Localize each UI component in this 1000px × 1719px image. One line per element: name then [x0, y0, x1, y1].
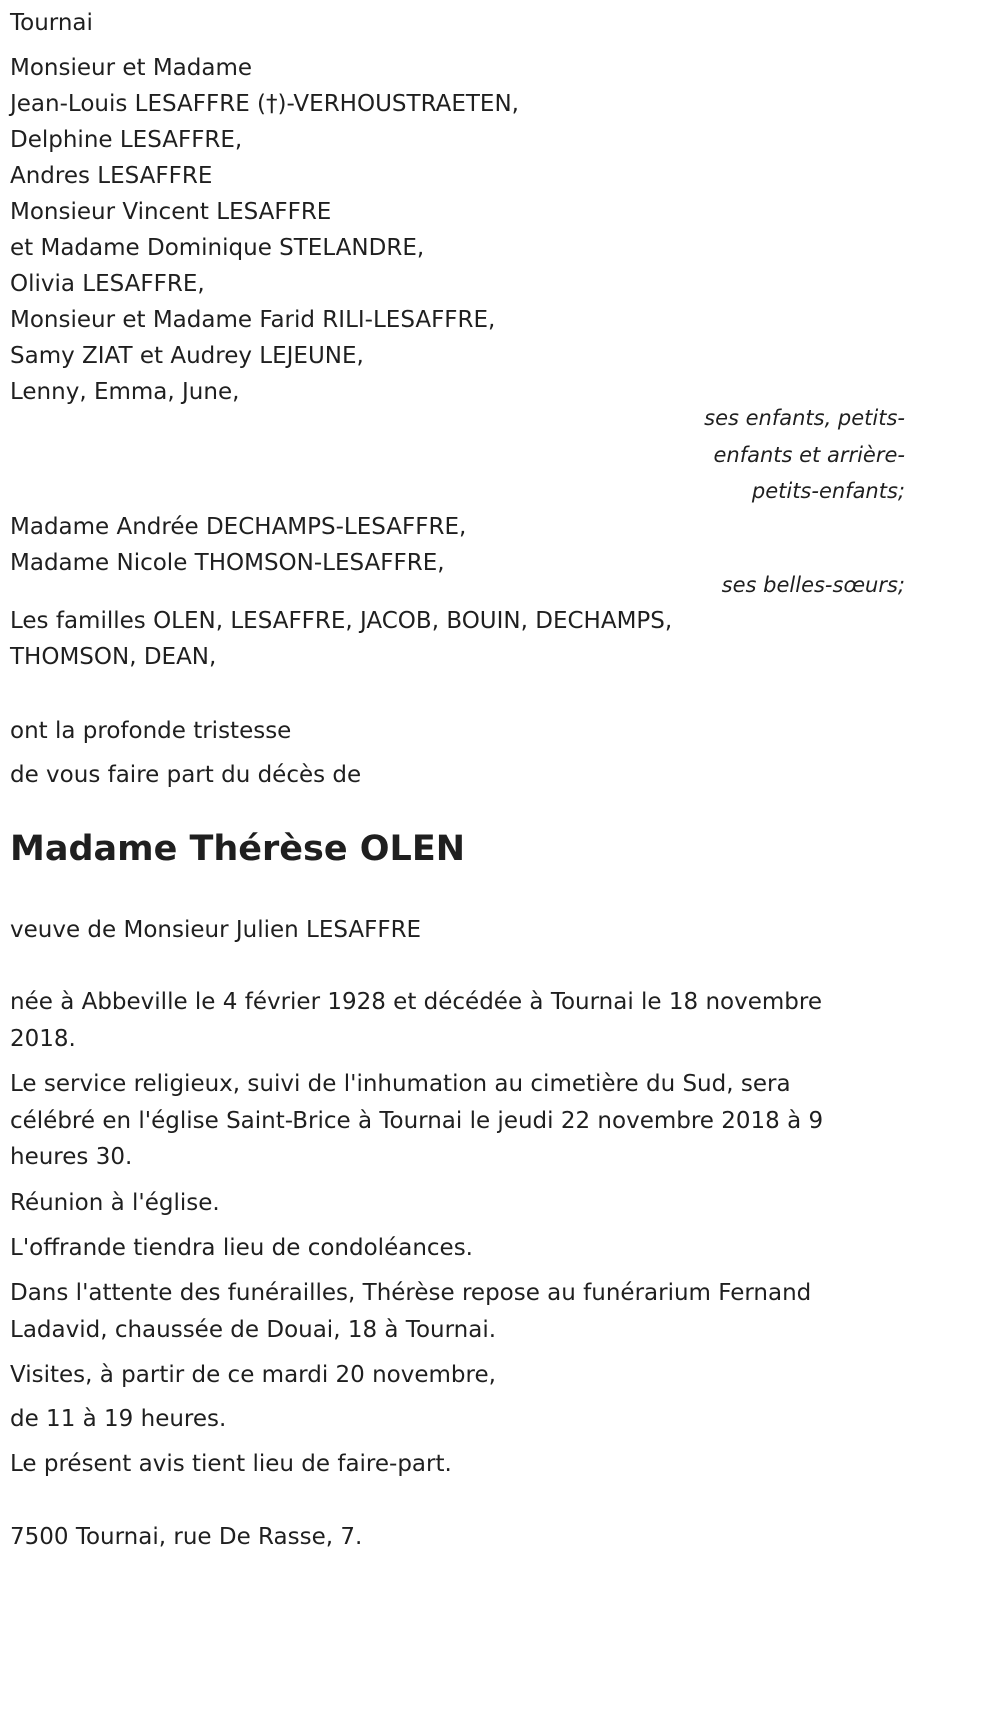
meeting-paragraph: Réunion à l'église.: [10, 1190, 220, 1216]
deceased-name: Madame Thérèse OLEN: [10, 829, 466, 869]
visit-hours-paragraph: de 11 à 19 heures.: [10, 1406, 227, 1432]
visits-paragraph: Visites, à partir de ce mardi 20 novembre,: [10, 1362, 496, 1388]
family-line: Jean-Louis LESAFFRE (†)-VERHOUSTRAETEN,: [10, 91, 519, 117]
location: Tournai: [10, 10, 93, 36]
relation-line: ses enfants, petits-: [704, 406, 905, 430]
family-group-1: [10, 50, 519, 410]
funerarium-paragraph: Dans l'attente des funérailles, Thérèse repose au funérarium Fernand Ladavid, chaussée de Douai, 18 à Tournai.: [10, 1280, 812, 1343]
family-line: Monsieur Vincent LESAFFRE: [10, 199, 332, 225]
family-line: Madame Nicole THOMSON-LESAFFRE,: [10, 550, 445, 576]
families: [10, 603, 672, 675]
relation-sisters-in-law: ses belles-sœurs;: [721, 573, 905, 597]
relation-line: petits-enfants;: [751, 479, 905, 503]
family-line: Andres LESAFFRE: [10, 163, 213, 189]
service-paragraph: Le service religieux, suivi de l'inhumation au cimetière du Sud, sera célébré en l'église Saint-Brice à Tournai le jeudi 22 novembre 2018 à 9 heures 30.: [10, 1071, 824, 1170]
family-line: et Madame Dominique STELANDRE,: [10, 235, 425, 261]
offering-paragraph: L'offrande tiendra lieu de condoléances.: [10, 1235, 473, 1261]
family-line: Madame Andrée DECHAMPS-LESAFFRE,: [10, 514, 467, 540]
birth-death-paragraph: née à Abbeville le 4 février 1928 et décédée à Tournai le 18 novembre 2018.: [10, 989, 822, 1052]
family-line: Delphine LESAFFRE,: [10, 127, 243, 153]
family-line: Lenny, Emma, June,: [10, 379, 240, 405]
family-line: Samy ZIAT et Audrey LEJEUNE,: [10, 343, 364, 369]
families-line: Les familles OLEN, LESAFFRE, JACOB, BOUIN, DECHAMPS,: [10, 608, 673, 634]
family-line: Monsieur et Madame Farid RILI-LESAFFRE,: [10, 307, 496, 333]
notice-paragraph: Le présent avis tient lieu de faire-part.: [10, 1451, 452, 1477]
announcement-line: de vous faire part du décès de: [10, 762, 362, 788]
family-line: Monsieur et Madame: [10, 55, 253, 81]
announcement-line: ont la profonde tristesse: [10, 718, 292, 744]
family-line: Olivia LESAFFRE,: [10, 271, 205, 297]
families-line: THOMSON, DEAN,: [10, 644, 217, 670]
address: 7500 Tournai, rue De Rasse, 7.: [10, 1524, 363, 1550]
relation-line: enfants et arrière-: [713, 442, 905, 467]
widow-of: veuve de Monsieur Julien LESAFFRE: [10, 917, 422, 943]
relation-children: [10, 400, 905, 510]
